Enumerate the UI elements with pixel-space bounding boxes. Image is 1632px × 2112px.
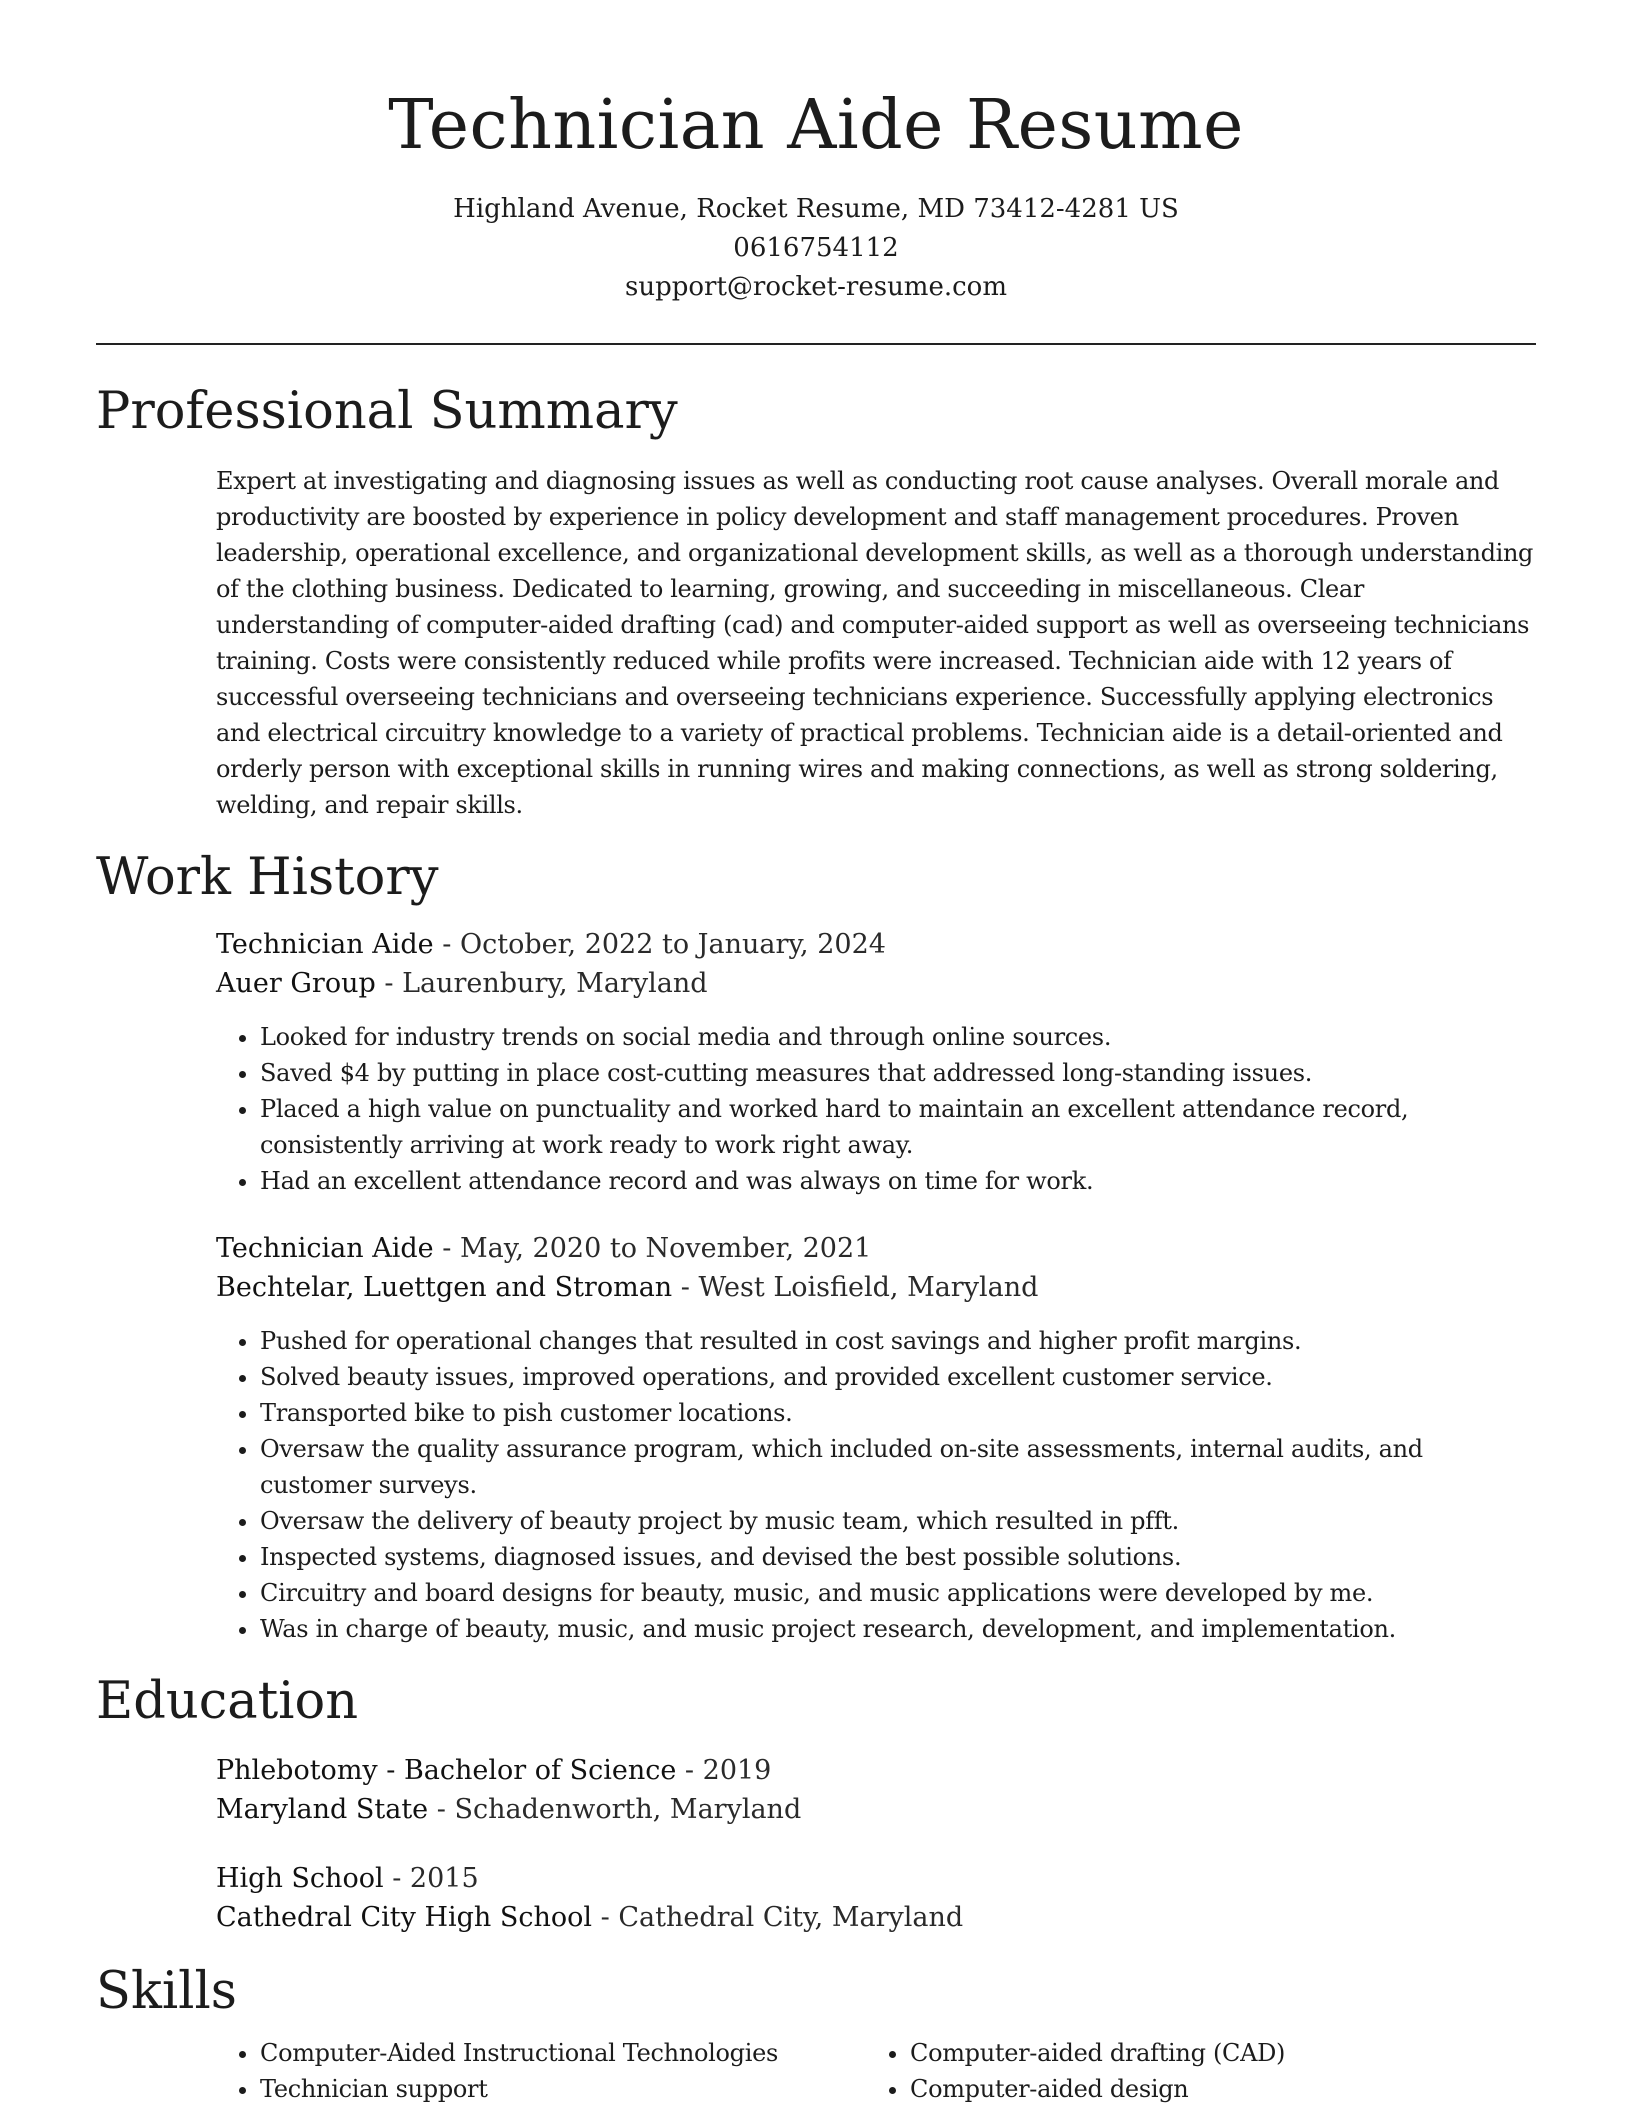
job-company-line: Auer Group - Laurenbury, Maryland	[216, 968, 708, 999]
skills-column-left	[216, 2035, 866, 2107]
job-bullet: • Transported bike to pish customer locations.	[260, 1395, 1536, 1431]
job-title-line: Technician Aide - May, 2020 to November, 2021	[216, 1233, 872, 1264]
job-dates: October, 2022 to January, 2024	[459, 929, 886, 960]
work-history-section	[96, 847, 1536, 1647]
job-bullets	[216, 1019, 1536, 1199]
job-location: West Loisfield, Maryland	[698, 1272, 1039, 1303]
resume-page	[96, 0, 1536, 2112]
job-bullet: • Was in charge of beauty, music, and music project research, development, and implementation.	[260, 1611, 1536, 1647]
education-school-line: Cathedral City High School - Cathedral City, Maryland	[216, 1902, 964, 1933]
job-bullet: • Inspected systems, diagnosed issues, and devised the best possible solutions.	[260, 1539, 1536, 1575]
skills-column-right	[866, 2035, 1516, 2107]
education-section	[96, 1671, 1536, 1937]
skill-item: • Computer-aided design	[910, 2071, 1516, 2107]
job-title: Technician Aide	[216, 1233, 434, 1264]
contact-block	[96, 190, 1536, 307]
job-company: Auer Group	[216, 968, 376, 999]
summary-text: Expert at investigating and diagnosing issues as well as conducting root cause analyses. Overall morale and productivity are boosted by experience in policy development and staff management procedures. Proven leadership, operational excellence, and organizational development skills, as well as a thorough understanding of the clothing business. Dedicated to learning, growing, and succeeding in miscellaneous. Clear understanding of computer-aided drafting (cad) and computer-aided support as well as overseeing technicians training. Costs were consistently reduced while profits were increased. Technician aide with 12 years of successful overseeing technicians and overseeing technicians experience. Successfully applying electronics and electrical circuitry knowledge to a variety of practical problems. Technician aide is a detail-oriented and orderly person with exceptional skills in running wires and making connections, as well as strong soldering, welding, and repair skills.	[216, 467, 1534, 819]
job-bullet: • Pushed for operational changes that resulted in cost savings and higher profit margins.	[260, 1323, 1536, 1359]
skills-section	[96, 1961, 1536, 2107]
education-year: 2019	[702, 1755, 772, 1786]
skills-heading: Skills	[96, 1962, 237, 2021]
education-year: 2015	[409, 1863, 479, 1894]
contact-email: support@rocket-resume.com	[624, 272, 1007, 302]
job-bullet: • Oversaw the delivery of beauty project by music team, which resulted in pfft.	[260, 1503, 1536, 1539]
education-location: Schadenworth, Maryland	[454, 1794, 802, 1825]
job-bullets	[216, 1323, 1536, 1647]
job-company-line: Bechtelar, Luettgen and Stroman - West Loisfield, Maryland	[216, 1272, 1039, 1303]
job-bullet: • Placed a high value on punctuality and worked hard to maintain an excellent attendance record, consistently arriving at work ready to work right away.	[260, 1091, 1536, 1163]
job-dates: May, 2020 to November, 2021	[459, 1233, 872, 1264]
contact-phone: 0616754112	[733, 233, 899, 263]
job-location: Laurenbury, Maryland	[402, 968, 708, 999]
job-title: Technician Aide	[216, 929, 434, 960]
skill-item: • Computer-Aided Instructional Technologies	[260, 2035, 866, 2071]
job-title-line: Technician Aide - October, 2022 to January, 2024	[216, 929, 886, 960]
work-history-heading: Work History	[96, 848, 439, 907]
education-entry	[216, 1751, 1536, 1829]
job-bullet: • Saved $4 by putting in place cost-cutting measures that addressed long-standing issues.	[260, 1055, 1536, 1091]
job-entry	[216, 1229, 1536, 1647]
education-location: Cathedral City, Maryland	[618, 1902, 964, 1933]
skills-grid	[216, 2035, 1536, 2107]
job-bullet: • Looked for industry trends on social media and through online sources.	[260, 1019, 1536, 1055]
education-degree: High School	[216, 1863, 384, 1894]
job-bullet: • Solved beauty issues, improved operations, and provided excellent customer service.	[260, 1359, 1536, 1395]
job-bullet: • Circuitry and board designs for beauty, music, and music applications were developed by me.	[260, 1575, 1536, 1611]
job-bullet: • Had an excellent attendance record and was always on time for work.	[260, 1163, 1536, 1199]
education-degree: Phlebotomy - Bachelor of Science	[216, 1755, 677, 1786]
education-school-line: Maryland State - Schadenworth, Maryland	[216, 1794, 802, 1825]
summary-heading: Professional Summary	[96, 382, 678, 441]
contact-address: Highland Avenue, Rocket Resume, MD 73412-4281 US	[453, 194, 1179, 224]
skill-item: • Computer-aided drafting (CAD)	[910, 2035, 1516, 2071]
job-bullet: • Oversaw the quality assurance program, which included on-site assessments, internal audits, and customer surveys.	[260, 1431, 1536, 1503]
education-entry	[216, 1859, 1536, 1937]
education-school: Cathedral City High School	[216, 1902, 593, 1933]
job-company: Bechtelar, Luettgen and Stroman	[216, 1272, 673, 1303]
header-divider	[96, 343, 1536, 345]
education-degree-line: Phlebotomy - Bachelor of Science - 2019	[216, 1755, 772, 1786]
skill-item: • Technician support	[260, 2071, 866, 2107]
resume-title: Technician Aide Resume	[388, 86, 1244, 165]
education-heading: Education	[96, 1672, 359, 1731]
education-degree-line: High School - 2015	[216, 1863, 479, 1894]
summary-section	[96, 381, 1536, 823]
education-school: Maryland State	[216, 1794, 429, 1825]
job-entry	[216, 925, 1536, 1199]
